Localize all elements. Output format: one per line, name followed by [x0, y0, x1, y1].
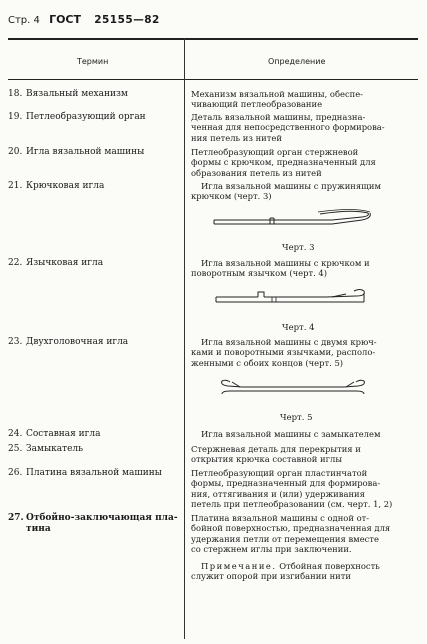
- definition-24: Игла вязальной машины с замыкателем: [201, 429, 381, 439]
- figure-4-latch-needle: [214, 285, 374, 307]
- top-rule: [8, 38, 418, 40]
- term-18: 18. Вязальный механизм: [8, 89, 128, 99]
- column-divider-body: [184, 79, 185, 639]
- figure-3-bearded-needle: [212, 205, 377, 227]
- note-label: Примечание.: [201, 561, 277, 571]
- term-27: 27. Отбойно-заключающая пла- тина: [8, 513, 178, 534]
- term-23: 23. Двухголовочная игла: [8, 337, 129, 347]
- definition-25: Стержневая деталь для перекрытия и открытия крючка составной иглы: [191, 444, 361, 465]
- definition-20: Петлеобразующий орган стержневой формы с крючком, предназначенный для образования петель из нитей: [191, 147, 376, 178]
- figure-3-caption: Черт. 3: [282, 243, 315, 253]
- note-text-1: Отбойная поверхность: [279, 561, 380, 571]
- definition-18: Механизм вязальной машины, обеспе- чивающий петлеобразование: [191, 89, 364, 110]
- figure-5-caption: Черт. 5: [280, 413, 313, 423]
- term-20: 20. Игла вязальной машины: [8, 147, 145, 157]
- term-19: 19. Петлеобразующий орган: [8, 112, 146, 122]
- definition-19: Деталь вязальной машины, предназна- ченная для непосредственного формирова- ния петель из нитей: [191, 112, 385, 143]
- column-header-definition: Определение: [268, 57, 326, 66]
- page-header: [8, 13, 160, 29]
- term-21: 21. Крючковая игла: [8, 181, 105, 191]
- definition-21: Игла вязальной машины с пружинящим крючком (черт. 3): [191, 181, 382, 202]
- term-22: 22. Язычковая игла: [8, 258, 104, 268]
- note: [191, 561, 393, 582]
- gost-label: ГОСТ: [49, 13, 81, 26]
- note-text-2: служит опорой при изгибании нити: [191, 571, 351, 582]
- column-header-term: Термин: [77, 57, 109, 66]
- standard-number: 25155—82: [94, 14, 160, 26]
- head-rule: [8, 79, 418, 80]
- definition-26: Петлеобразующий орган пластинчатой формы, предназначенный для формирова- ния, оттягивания и (или) удерживания петель при петлеобразовании (см. черт. 1, 2): [191, 468, 393, 510]
- term-24: 24. Составная игла: [8, 429, 101, 439]
- figure-5-double-headed-needle: [218, 376, 368, 400]
- term-25: 25. Замыкатель: [8, 444, 84, 454]
- figure-4-caption: Черт. 4: [282, 323, 315, 333]
- page-number: Стр. 4: [8, 15, 40, 26]
- definition-27: Платина вязальной машины с одной от- бойной поверхностью, предназначенная для удержания петли от перемещения вместе со стержнем иглы при заключении.: [191, 513, 391, 555]
- column-divider: [184, 38, 185, 79]
- term-26: 26. Платина вязальной машины: [8, 468, 162, 478]
- definition-22: Игла вязальной машины с крючком и поворотным язычком (черт. 4): [191, 258, 370, 279]
- definition-23: Игла вязальной машины с двумя крюч- ками и поворотными язычками, располо- женными с обоих концов (черт. 5): [191, 337, 377, 368]
